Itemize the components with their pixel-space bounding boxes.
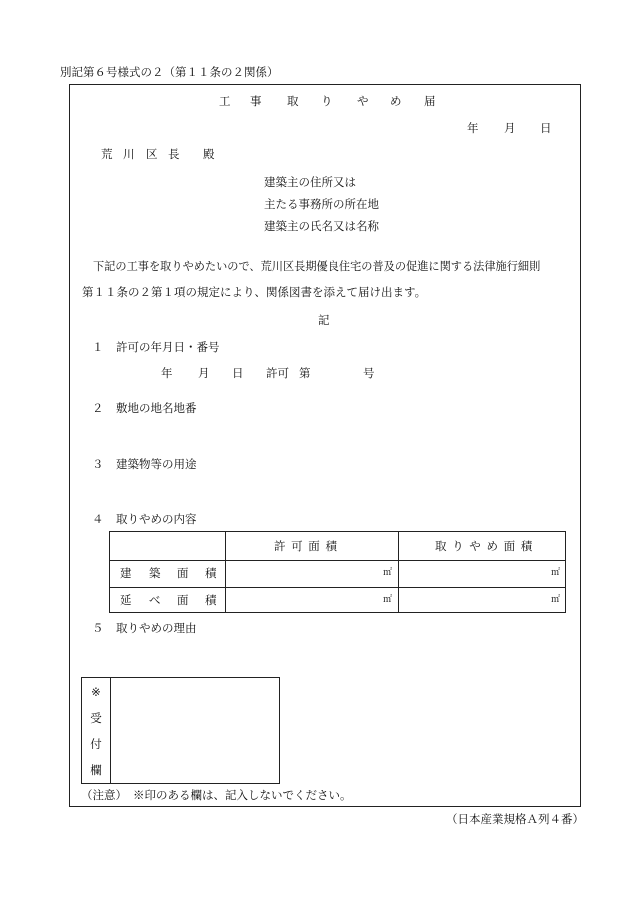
addressee-honorific: 殿 bbox=[203, 147, 215, 161]
title-char: り bbox=[321, 94, 333, 108]
permit-area-unit: ㎡ bbox=[383, 595, 393, 605]
permit-go: 号 bbox=[363, 366, 375, 380]
permit-label: 許可 bbox=[266, 366, 289, 380]
item2-label: 敷地の地名地番 bbox=[116, 401, 197, 415]
area-table bbox=[109, 531, 566, 613]
row-label-char: 面 bbox=[177, 593, 189, 607]
note-prefix: （注意） bbox=[81, 788, 127, 802]
addressee-char: 荒 bbox=[101, 147, 113, 161]
item5-label: 取りやめの理由 bbox=[116, 621, 197, 635]
row-label-char: 面 bbox=[177, 566, 189, 580]
item3-number: ３ bbox=[92, 457, 104, 471]
reception-char: ※ bbox=[91, 685, 101, 699]
date-year: 年 bbox=[467, 121, 479, 135]
statement-line-2: 第１１条の２第１項の規定により、関係図書を添えて届け出ます。 bbox=[82, 285, 427, 299]
addressee-char: 長 bbox=[168, 147, 180, 161]
paper-size-label: （日本産業規格Ａ列４番） bbox=[446, 812, 584, 826]
reception-box bbox=[81, 677, 280, 784]
title-char: 工 bbox=[219, 94, 231, 108]
item5-number: ５ bbox=[92, 621, 104, 635]
row-label-char: べ bbox=[149, 593, 161, 607]
title-char: 届 bbox=[424, 94, 436, 108]
row-label-char: 積 bbox=[205, 566, 217, 580]
item4-label: 取りやめの内容 bbox=[116, 512, 197, 526]
cancel-area-unit: ㎡ bbox=[551, 595, 561, 605]
title-char: 事 bbox=[250, 94, 262, 108]
ki-heading: 記 bbox=[318, 313, 330, 327]
row-label-char: 建 bbox=[120, 566, 132, 580]
title-char: や bbox=[357, 94, 369, 108]
applicant-office-label: 主たる事務所の所在地 bbox=[264, 197, 379, 211]
item3-label: 建築物等の用途 bbox=[116, 457, 197, 471]
reception-char: 付 bbox=[90, 737, 102, 751]
title-char: 取 bbox=[287, 94, 299, 108]
row-label-char: 延 bbox=[120, 593, 132, 607]
statement-line-1: 下記の工事を取りやめたいので、荒川区長期優良住宅の普及の促進に関する法律施行細則 bbox=[93, 260, 541, 273]
applicant-address-label: 建築主の住所又は bbox=[264, 175, 356, 189]
row-label-char: 築 bbox=[149, 566, 161, 580]
permit-dai: 第 bbox=[299, 366, 311, 380]
header-cancel-area: 取 り や め 面 積 bbox=[435, 539, 534, 553]
addressee-char: 川 bbox=[123, 147, 135, 161]
permit-year: 年 bbox=[161, 366, 173, 380]
cancel-area-unit: ㎡ bbox=[551, 568, 561, 578]
item1-number: １ bbox=[92, 340, 104, 354]
permit-month: 月 bbox=[198, 366, 210, 380]
date-month: 月 bbox=[504, 121, 516, 135]
item1-label: 許可の年月日・番号 bbox=[116, 340, 220, 354]
permit-day: 日 bbox=[232, 366, 244, 380]
addressee-char: 区 bbox=[146, 147, 158, 161]
applicant-name-label: 建築主の氏名又は名称 bbox=[264, 219, 379, 233]
note-text: ※印のある欄は、記入しないでください。 bbox=[133, 788, 352, 802]
row-label-char: 積 bbox=[205, 593, 217, 607]
header-permit-area: 許 可 面 積 bbox=[274, 539, 338, 553]
reception-char: 受 bbox=[90, 711, 102, 725]
item4-number: ４ bbox=[92, 512, 104, 526]
reception-char: 欄 bbox=[90, 763, 102, 777]
item2-number: ２ bbox=[92, 401, 104, 415]
form-label: 別記第６号様式の２（第１１条の２関係） bbox=[60, 65, 279, 79]
date-day: 日 bbox=[540, 121, 552, 135]
title-char: め bbox=[390, 94, 402, 108]
permit-area-unit: ㎡ bbox=[383, 568, 393, 578]
